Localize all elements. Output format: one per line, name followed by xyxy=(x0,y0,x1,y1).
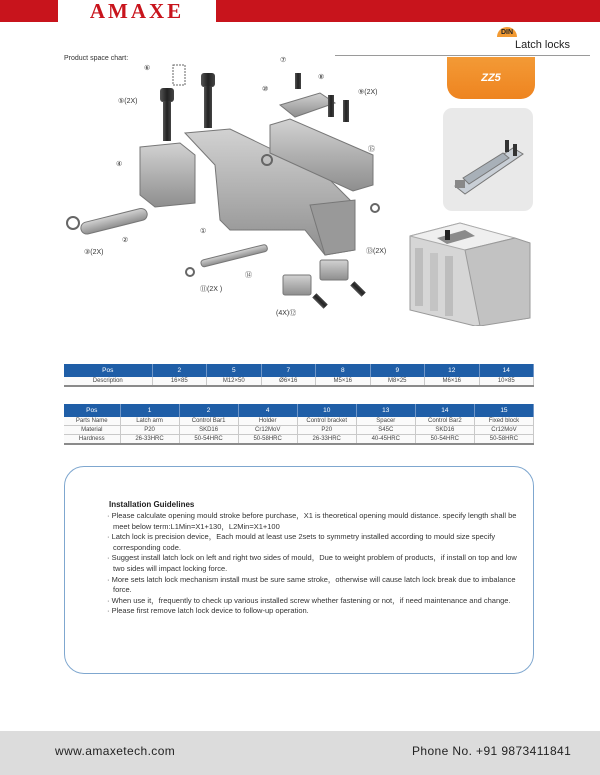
table-cell: 50-54HRC xyxy=(179,435,238,445)
table-cell: 50-58HRC xyxy=(238,435,297,445)
guidelines-list xyxy=(107,511,527,617)
table-cell: Control Bar2 xyxy=(415,417,474,426)
parts-table xyxy=(64,404,534,445)
table-cell: P20 xyxy=(297,426,356,435)
table-cell: M5×16 xyxy=(316,377,371,386)
row-label: Material xyxy=(64,426,120,435)
table-row xyxy=(64,417,534,426)
guidelines-title: Installation Guidelines xyxy=(109,500,195,509)
callout-4: ④ xyxy=(116,161,123,168)
callout-14: ⑭ xyxy=(245,272,252,279)
screw xyxy=(350,281,366,297)
callout-12: (4X)⑫ xyxy=(276,310,297,317)
header-cell: 1 xyxy=(120,404,179,417)
table-cell: M12×50 xyxy=(207,377,262,386)
table-cell: Ø6×16 xyxy=(261,377,316,386)
table-cell: 40-45HRC xyxy=(356,435,415,445)
circlip xyxy=(371,204,379,212)
brand-logo xyxy=(58,0,216,22)
callout-3: ③(2X) xyxy=(84,249,104,256)
model-tab: ZZ5 xyxy=(447,57,535,99)
table-cell: 10×85 xyxy=(479,377,534,386)
row-label: Description xyxy=(64,377,152,386)
table-row xyxy=(64,426,534,435)
table-cell: P20 xyxy=(120,426,179,435)
table-cell: Latch arm xyxy=(120,417,179,426)
circlip xyxy=(186,268,194,276)
header-cell: 14 xyxy=(479,364,534,377)
table-cell: Control bracket xyxy=(297,417,356,426)
screw-head xyxy=(160,88,174,102)
brand-name: AMAXE xyxy=(89,0,185,23)
footer xyxy=(0,731,600,775)
product-photo-svg xyxy=(443,108,533,211)
table-cell: M8×25 xyxy=(370,377,425,386)
guideline-item: · Please first remove latch lock device to follow-up operation. xyxy=(107,606,309,616)
exploded-diagram xyxy=(55,55,400,330)
header-cell: 13 xyxy=(356,404,415,417)
control-bracket xyxy=(280,93,335,117)
spring xyxy=(173,65,185,85)
header-cell: 8 xyxy=(316,364,371,377)
table-cell: 50-54HRC xyxy=(415,435,474,445)
circlip xyxy=(67,217,79,229)
product-photo xyxy=(443,108,533,211)
exploded-view-svg xyxy=(55,55,400,330)
callout-15: ⑮ xyxy=(368,146,375,153)
pin xyxy=(295,73,301,89)
header-cell: 14 xyxy=(415,404,474,417)
table-cell: 50-58HRC xyxy=(474,435,533,445)
header-cell: 5 xyxy=(207,364,262,377)
table-cell: Holder xyxy=(238,417,297,426)
table-cell: M6×16 xyxy=(425,377,480,386)
header-cell: 12 xyxy=(425,364,480,377)
footer-phone: Phone No. +91 9873411841 xyxy=(412,744,572,758)
spacer xyxy=(283,275,311,295)
table-cell: Cr12MoV xyxy=(238,426,297,435)
header-cell: 9 xyxy=(370,364,425,377)
table-cell: SKD16 xyxy=(415,426,474,435)
guideline-item: · More sets latch lock mechanism install must be sure same stroke，otherwise will cause latch lock break due to imbalance force. xyxy=(107,574,516,595)
header-cell: Pos xyxy=(64,364,152,377)
callout-1: ① xyxy=(200,228,207,235)
table-row xyxy=(64,435,534,445)
table-cell: Cr12MoV xyxy=(474,426,533,435)
callout-7: ⑦ xyxy=(280,57,287,64)
table-cell: Fixed block xyxy=(474,417,533,426)
mold-photo xyxy=(405,218,535,326)
screw-head xyxy=(201,73,215,87)
header-cell: 2 xyxy=(152,364,207,377)
table-cell: 16×85 xyxy=(152,377,207,386)
table-cell: 26-33HRC xyxy=(297,435,356,445)
guideline-item: · Latch lock is precision device，Each mould at least use 2sets to symmetry installed according to mould size specify corresponding code. xyxy=(107,532,496,552)
category-title: Latch locks xyxy=(514,39,570,51)
callout-10: ⑩ xyxy=(262,86,269,93)
table-cell: 26-33HRC xyxy=(120,435,179,445)
spec-table xyxy=(64,364,534,387)
guideline-item: · When use it，frequently to check up various installed screw whether fastening or not，if need maintenance and change. xyxy=(107,595,511,605)
callout-2: ② xyxy=(122,237,129,244)
guideline-item: · Please calculate opening mould stroke before purchase，X1 is theoretical opening mould distance. specify length shall be meet below term:L1Min=X1+130，L2Min=X1+100 xyxy=(107,511,517,531)
header-cell: 7 xyxy=(261,364,316,377)
callout-8: ⑧ xyxy=(318,74,325,81)
diagram-caption: Product space chart: xyxy=(64,55,129,62)
latch-arm-end xyxy=(310,200,355,255)
table-header-row xyxy=(64,404,534,417)
brand-bar xyxy=(0,0,600,22)
guideline-item: · Suggest install latch lock on left and right two sides of mould，Due to weight problem of products，if install on top and low two sides will impact locking force. xyxy=(107,553,517,573)
callout-11: ⑪(2X ) xyxy=(200,286,223,293)
table-cell: SKD16 xyxy=(179,426,238,435)
screw xyxy=(312,293,328,309)
table-cell: S45C xyxy=(356,426,415,435)
spacer xyxy=(320,260,348,280)
callout-9: ⑨(2X) xyxy=(358,89,378,96)
din-badge: DIN xyxy=(497,27,517,37)
table-row xyxy=(64,377,534,386)
footer-website[interactable]: www.amaxetech.com xyxy=(55,744,176,758)
control-bar-1 xyxy=(80,207,149,235)
callout-13: ⑬(2X) xyxy=(366,248,387,255)
header-cell: 10 xyxy=(297,404,356,417)
screw-shank xyxy=(163,101,171,141)
table-cell: Spacer xyxy=(356,417,415,426)
header-cell: 2 xyxy=(179,404,238,417)
table-cell: Control Bar1 xyxy=(179,417,238,426)
mold-photo-svg xyxy=(405,218,535,326)
callout-5: ⑤(2X) xyxy=(118,98,138,105)
header-cell: 15 xyxy=(474,404,533,417)
screw xyxy=(343,100,349,122)
header-cell: 4 xyxy=(238,404,297,417)
header-cell: Pos xyxy=(64,404,120,417)
callout-6: ⑥ xyxy=(144,65,151,72)
row-label: Parts Name xyxy=(64,417,120,426)
row-label: Hardness xyxy=(64,435,120,445)
screw-shank xyxy=(204,86,212,128)
control-bar-2 xyxy=(200,244,268,267)
holder-block xyxy=(140,143,195,207)
screw xyxy=(328,95,334,117)
table-header-row xyxy=(64,364,534,377)
